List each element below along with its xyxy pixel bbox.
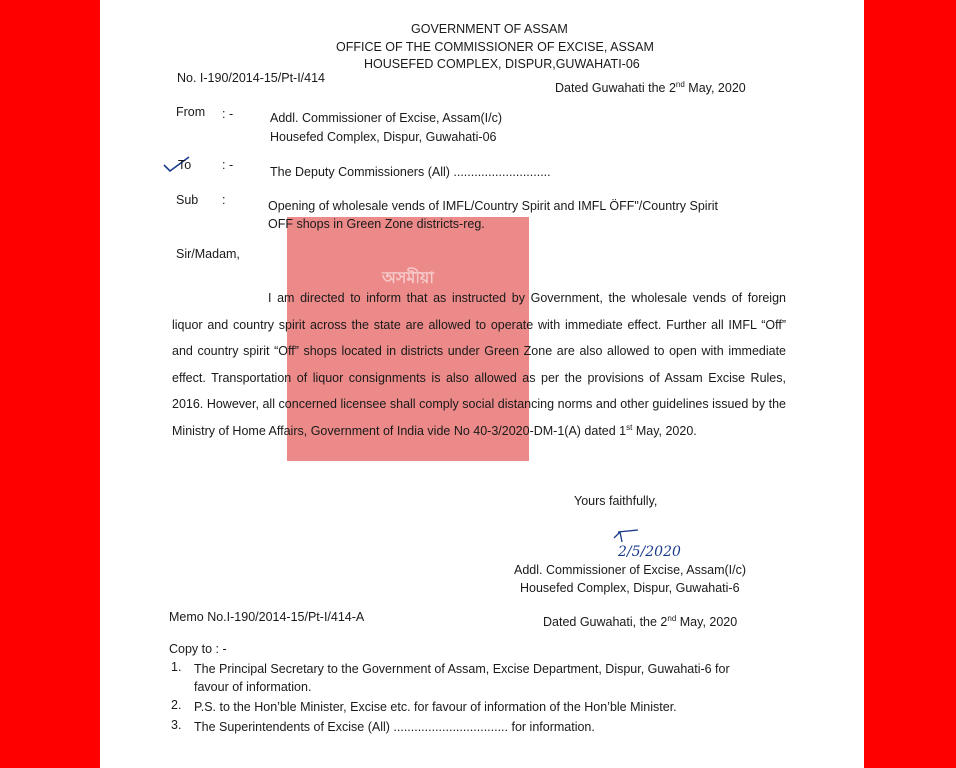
subject-label: Sub xyxy=(176,193,199,207)
to-separator: : - xyxy=(222,158,234,172)
from-line-2: Housefed Complex, Dispur, Guwahati-06 xyxy=(270,130,497,144)
body-paragraph: I am directed to inform that as instructed by Government, the wholesale vends of foreign liquor and country spirit across the state are allowed to operate with immediate effect. Further all IMFL “Off” and country spirit “Off” shops located in districts under Green Zone are also allowed to open with immediate effect. Transportation of liquor consignments is also allowed as per the provisions of Assam Excise Rules, 2016. However, all concerned licensee shall comply social distancing norms and other guidelines issued by the Ministry of Home Affairs, Government of India vide No 40-3/2020-DM-1(A) dated 1st May, 2020. xyxy=(172,291,786,438)
date-line: Dated Guwahati the 2nd May, 2020 xyxy=(555,79,746,95)
memo-number: Memo No.I-190/2014-15/Pt-I/414-A xyxy=(169,610,365,624)
copy-item-text: The Superintendents of Excise (All) ................................. for information. xyxy=(194,720,595,734)
reference-number: No. I-190/2014-15/Pt-I/414 xyxy=(177,71,326,85)
subject-separator: : xyxy=(222,193,226,207)
from-separator: : - xyxy=(222,107,234,121)
to-recipient: The Deputy Commissioners (All) ............................ xyxy=(270,165,551,179)
watermark-logo-text: অসমীয়া xyxy=(382,270,434,287)
memo-date: Dated Guwahati, the 2nd May, 2020 xyxy=(543,613,738,629)
header-line-1: GOVERNMENT OF ASSAM xyxy=(411,22,568,36)
from-label: From xyxy=(176,105,206,119)
copy-item-number: 3. xyxy=(171,718,182,732)
header-line-3: HOUSEFED COMPLEX, DISPUR,GUWAHATI-06 xyxy=(364,57,640,71)
signatory-line-1: Addl. Commissioner of Excise, Assam(I/c) xyxy=(514,563,747,577)
copy-to-label: Copy to : - xyxy=(169,642,227,656)
salutation: Sir/Madam, xyxy=(176,247,240,261)
subject-line-1: Opening of wholesale vends of IMFL/Country Spirit and IMFL ÖFF"/Country Spirit xyxy=(268,199,718,213)
from-line-1: Addl. Commissioner of Excise, Assam(I/c) xyxy=(270,111,503,125)
subject-line-2: OFF shops in Green Zone districts-reg. xyxy=(268,217,485,231)
letter-page xyxy=(100,0,864,768)
to-label: To xyxy=(178,158,192,172)
signatory-line-2: Housefed Complex, Dispur, Guwahati-6 xyxy=(520,581,740,595)
handwritten-signature xyxy=(608,528,698,564)
copy-item-number: 1. xyxy=(171,660,182,674)
copy-item-number: 2. xyxy=(171,698,182,712)
copy-item-text: The Principal Secretary to the Government of Assam, Excise Department, Dispur, Guwahati-6 for xyxy=(194,662,730,676)
copy-item-text: P.S. to the Hon’ble Minister, Excise etc. for favour of information of the Hon’ble Minister. xyxy=(194,700,677,714)
header-line-2: OFFICE OF THE COMMISSIONER OF EXCISE, ASSAM xyxy=(336,40,654,54)
closing: Yours faithfully, xyxy=(574,494,658,508)
copy-item-text-cont: favour of information. xyxy=(194,680,312,694)
svg-text:2/5/2020: 2/5/2020 xyxy=(618,544,681,560)
